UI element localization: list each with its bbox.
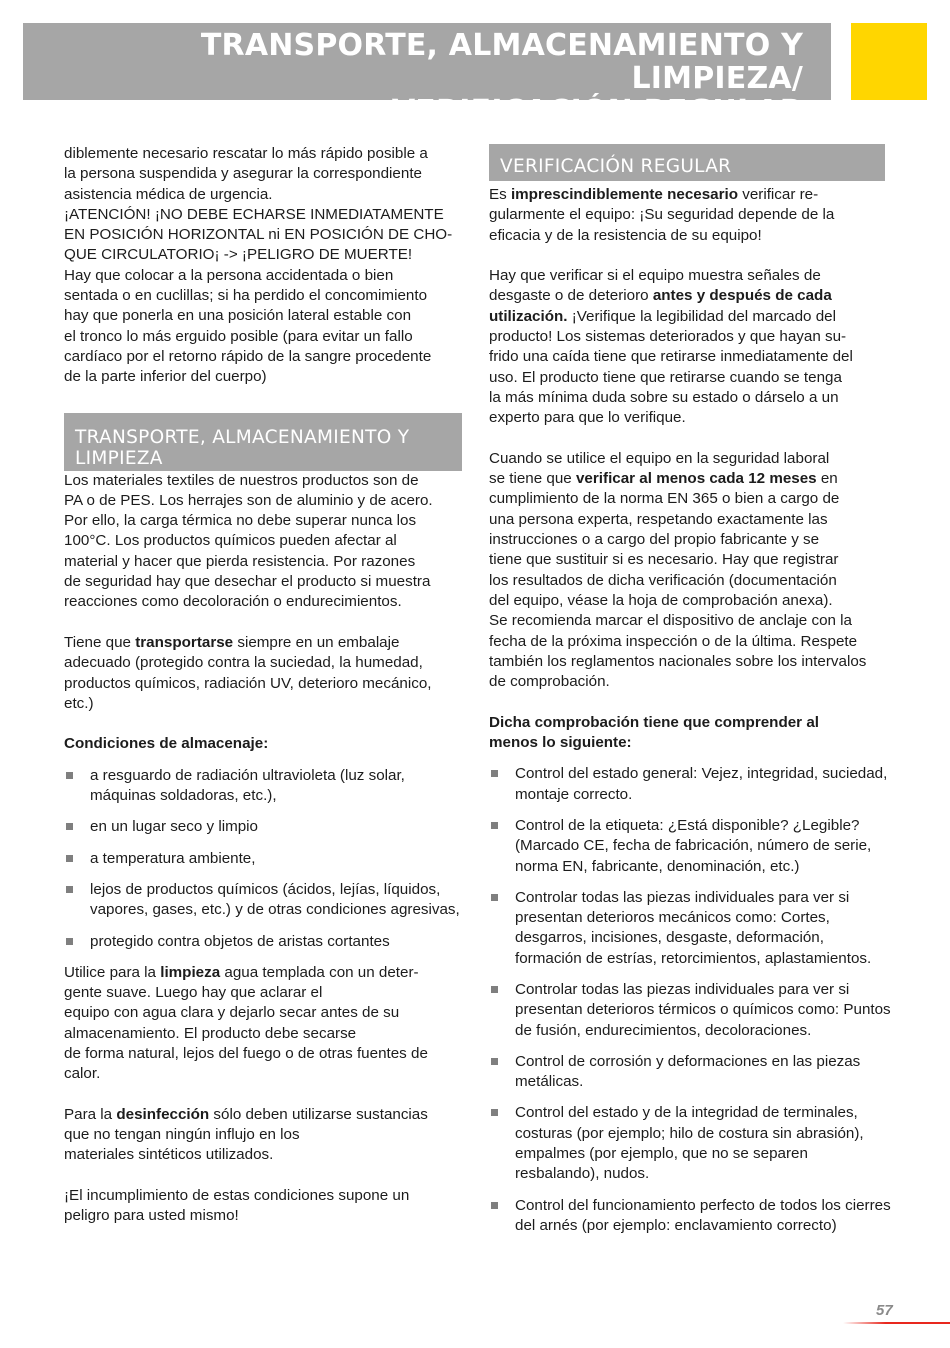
text-line: 100°C. Los productos químicos pueden afectar al (64, 532, 397, 550)
list-item (489, 816, 891, 877)
warning-paragraph (64, 1186, 464, 1227)
text-run: desgaste o de deterioro (489, 287, 653, 305)
text-line: Por ello, la carga térmica no debe superar nunca los (64, 512, 417, 530)
square-bullet-icon (66, 855, 73, 862)
materials-paragraph (64, 471, 464, 613)
check-list (489, 764, 891, 1236)
text-line: productos químicos, radiación UV, deterioro mecánico, (64, 674, 432, 692)
bold-term: verificar al menos cada 12 meses (575, 470, 817, 488)
square-bullet-icon (491, 822, 498, 829)
text-run: verificar re- (738, 186, 819, 203)
bold-term: transportarse (135, 633, 234, 651)
storage-list (64, 766, 464, 952)
square-bullet-icon (491, 894, 498, 901)
text-line: experto para que lo verifique. (489, 409, 686, 427)
wear-check-paragraph (489, 266, 891, 428)
square-bullet-icon (66, 938, 73, 945)
text-line: frido una caída tiene que retirarse inmediatamente del (489, 348, 853, 366)
text-run: agua templada con un deter- (220, 963, 419, 981)
text-line: EN POSICIÓN HORIZONTAL ni EN POSICIÓN DE CHO- (64, 226, 453, 244)
text-line (489, 307, 891, 327)
text-line: gularmente el equipo: ¡Su seguridad depende de la (489, 206, 835, 224)
text-run: siempre en un embalaje (233, 633, 400, 651)
section-heading-line-2: LIMPIEZA (75, 447, 163, 469)
text-line (489, 185, 891, 205)
list-item-text: protegido contra objetos de aristas cortantes (90, 932, 390, 950)
text-line: cumplimiento de la norma EN 365 o bien a cargo de (489, 490, 840, 508)
text-line: reacciones como decoloración o endurecimientos. (64, 593, 402, 611)
text-run: sólo deben utilizarse sustancias (209, 1105, 428, 1123)
list-item (489, 888, 891, 969)
text-line (64, 1105, 464, 1125)
text-line: de seguridad hay que desechar el producto si muestra (64, 573, 431, 591)
square-bullet-icon (491, 986, 498, 993)
list-item-text: Control del estado y de la integridad de terminales, costuras (por ejemplo; hilo de costura sin abrasión), empalmes (por ejemplo, que no se separen resbalando), nudos. (515, 1104, 864, 1183)
text-line: producto! Los sistemas deteriorados y que hayan su- (489, 328, 847, 346)
bold-term: limpieza (160, 963, 221, 981)
list-item (64, 932, 464, 952)
list-item-text: a resguardo de radiación ultravioleta (luz solar, máquinas soldadoras, etc.), (90, 766, 405, 805)
text-run: se tiene que (489, 470, 576, 488)
bold-term: antes y después de cada (652, 287, 832, 305)
text-line: instrucciones o a cargo del propio fabricante y se (489, 531, 820, 549)
text-line: de forma natural, lejos del fuego o de otras fuentes de (64, 1044, 428, 1062)
verification-intro-paragraph (489, 185, 891, 246)
list-item (64, 849, 464, 869)
page-title (23, 29, 803, 128)
text-line: PA o de PES. Los herrajes son de aluminio y de acero. (64, 491, 433, 509)
list-item (489, 1196, 891, 1237)
text-line: la más mínima duda sobre su estado o dárselo a un (489, 388, 839, 406)
text-line: Cuando se utilice el equipo en la seguridad laboral (489, 449, 830, 467)
intro-paragraph (64, 144, 464, 388)
square-bullet-icon (491, 770, 498, 777)
text-run: Para la (64, 1105, 117, 1123)
text-line: Los materiales textiles de nuestros productos son de (64, 471, 419, 489)
list-item-text: Control del estado general: Vejez, integridad, suciedad, montaje correcto. (515, 765, 888, 803)
list-item (489, 764, 891, 805)
header-bar (23, 23, 831, 129)
right-column (489, 144, 891, 1247)
text-line: peligro para usted mismo! (64, 1207, 239, 1225)
list-item (64, 766, 464, 807)
text-line: hay que ponerla en una posición lateral estable con (64, 307, 412, 325)
list-item-text: Control de corrosión y deformaciones en las piezas metálicas. (515, 1052, 861, 1091)
text-line (64, 633, 464, 653)
text-line: fecha de la próxima inspección o de la última. Respete (489, 632, 858, 650)
list-item-text: lejos de productos químicos (ácidos, lejías, líquidos, vapores, gases, etc.) y de otras condiciones agresivas, (90, 880, 460, 919)
text-run: Es (489, 186, 511, 203)
bold-term: utilización. (489, 307, 568, 325)
text-line: calor. (64, 1065, 101, 1083)
section-heading-verificacion: VERIFICACIÓN REGULAR (489, 144, 885, 181)
text-line: también los reglamentos nacionales sobre los intervalos (489, 652, 867, 670)
text-line: etc.) (64, 694, 94, 712)
text-line: uso. El producto tiene que retirarse cuando se tenga (489, 368, 842, 386)
text-line: ¡ATENCIÓN! ¡NO DEBE ECHARSE INMEDIATAMENTE (64, 205, 444, 223)
section-heading-transporte (64, 413, 462, 471)
text-run: Utilice para la (64, 963, 161, 981)
text-line (64, 963, 464, 983)
list-item-text: Control de la etiqueta: ¿Está disponible? ¿Legible? (Marcado CE, fecha de fabricación, número de serie, norma EN, fabricante, denominación, etc.) (515, 816, 872, 875)
text-run: ¡Verifique la legibilidad del marcado del (567, 307, 836, 325)
list-item-text: a temperatura ambiente, (90, 849, 256, 867)
text-line: eficacia y de la resistencia de su equipo! (489, 226, 762, 244)
bold-term: imprescindiblemente necesario (510, 186, 739, 203)
text-line (489, 286, 891, 306)
list-item (64, 880, 464, 921)
list-item-text: Control del funcionamiento perfecto de todos los cierres del arnés (por ejemplo: enclavamiento correcto) (515, 1196, 891, 1234)
left-column (64, 144, 464, 1227)
text-line: Hay que verificar si el equipo muestra señales de (489, 267, 821, 285)
text-line: gente suave. Luego hay que aclarar el (64, 984, 323, 1002)
text-line: del equipo, véase la hoja de comprobación anexa). (489, 591, 833, 609)
text-line: la persona suspendida y asegurar la correspondiente (64, 165, 422, 183)
text-line: de comprobación. (489, 673, 610, 691)
footer-accent-line (843, 1322, 950, 1324)
text-line: el tronco lo más erguido posible (para evitar un fallo (64, 327, 413, 345)
text-line: ¡El incumplimiento de estas condiciones supone un (64, 1187, 410, 1205)
square-bullet-icon (491, 1058, 498, 1065)
page-title-line-2: VERIFICACIÓN REGULAR (391, 94, 803, 129)
square-bullet-icon (491, 1109, 498, 1116)
annual-check-paragraph (489, 449, 891, 693)
check-heading-line-1: Dicha comprobación tiene que comprender al (489, 713, 819, 731)
text-run: Tiene que (64, 633, 136, 651)
storage-heading: Condiciones de almacenaje: (64, 735, 269, 753)
check-heading-line-2: menos lo siguiente: (489, 734, 632, 752)
list-item-text: en un lugar seco y limpio (90, 818, 258, 836)
transport-paragraph (64, 633, 464, 714)
disinfection-paragraph (64, 1105, 464, 1166)
text-line: material y hacer que pierda resistencia. Por razones (64, 552, 416, 570)
list-item (489, 1103, 891, 1184)
accent-block (851, 23, 927, 100)
list-item (489, 1052, 891, 1093)
check-heading (489, 713, 891, 754)
text-line: tiene que sustituir si es necesario. Hay que registrar (489, 551, 839, 569)
text-line: Se recomienda marcar el dispositivo de anclaje con la (489, 612, 853, 630)
list-item-text: Controlar todas las piezas individuales para ver si presentan deterioros mecánicos como: Cortes, desgarros, incisiones, desgaste, deformación, formación de estrías, retorcimientos, aplastamientos. (515, 888, 872, 967)
page-title-line-1: TRANSPORTE, ALMACENAMIENTO Y LIMPIEZA/ (200, 28, 803, 96)
bold-term: desinfección (116, 1105, 210, 1123)
square-bullet-icon (66, 886, 73, 893)
text-line: materiales sintéticos utilizados. (64, 1146, 274, 1164)
section-heading-line-1: TRANSPORTE, ALMACENAMIENTO Y (75, 426, 410, 448)
text-line: asistencia médica de urgencia. (64, 185, 273, 203)
text-line: almacenamiento. El producto debe secarse (64, 1024, 357, 1042)
text-line: diblemente necesario rescatar lo más rápido posible a (64, 145, 428, 162)
text-line: QUE CIRCULATORIO¡ -> ¡PELIGRO DE MUERTE! (64, 246, 413, 264)
page-number: 57 (876, 1302, 893, 1319)
text-line: que no tengan ningún influjo en los (64, 1126, 300, 1144)
cleaning-paragraph (64, 963, 464, 1085)
text-line: cardíaco por el retorno rápido de la sangre procedente (64, 347, 432, 365)
text-run: en (816, 470, 838, 488)
text-line (489, 469, 891, 489)
list-item (64, 817, 464, 837)
square-bullet-icon (66, 772, 73, 779)
square-bullet-icon (66, 823, 73, 830)
text-line: sentada o en cuclillas; si ha perdido el concomimiento (64, 287, 428, 305)
text-line: Hay que colocar a la persona accidentada o bien (64, 266, 394, 284)
text-line: adecuado (protegido contra la suciedad, la humedad, (64, 654, 423, 672)
square-bullet-icon (491, 1202, 498, 1209)
list-item (489, 980, 891, 1041)
text-line: una persona experta, respetando exactamente las (489, 510, 828, 528)
text-line: los resultados de dicha verificación (documentación (489, 571, 837, 589)
text-line: equipo con agua clara y dejarlo secar antes de su (64, 1004, 400, 1022)
text-line: de la parte inferior del cuerpo) (64, 368, 267, 386)
list-item-text: Controlar todas las piezas individuales para ver si presentan deterioros térmicos o químicos como: Puntos de fusión, endurecimientos, decoloraciones. (515, 980, 891, 1039)
